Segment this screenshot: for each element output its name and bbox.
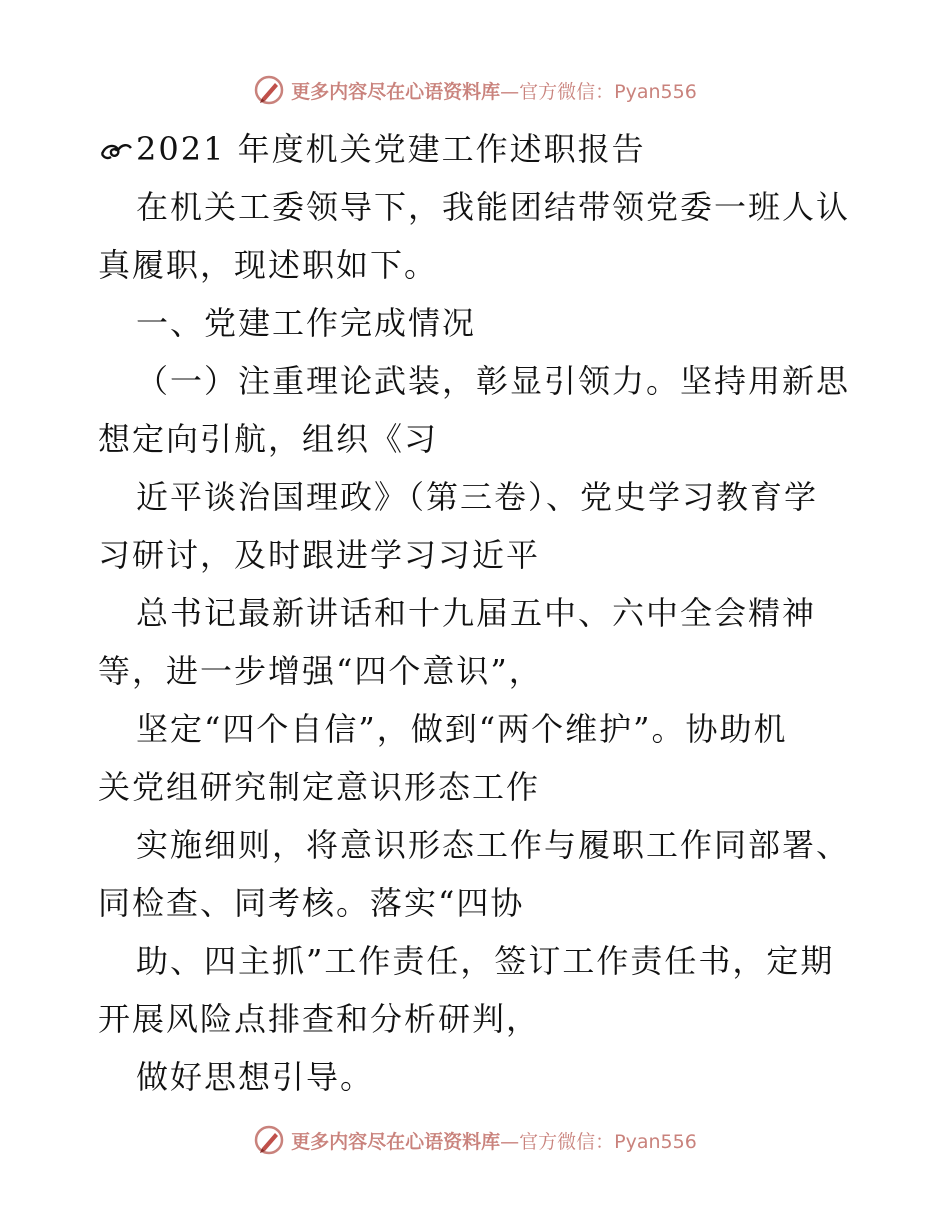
paragraph-line: 同检查、同考核。落实“四协 — [98, 884, 525, 922]
watermark-top — [0, 70, 950, 110]
watermark-text: 更多内容尽在心语资料库—官方微信：Pyan556 — [291, 1130, 697, 1153]
swirl-ornament-icon — [98, 134, 134, 164]
watermark-bottom — [0, 1120, 950, 1160]
paragraph-line: 想定向引航，组织《习 — [98, 420, 439, 458]
paragraph-line: 近平谈治国理政》（第三卷）、党史学习教育学 — [136, 478, 819, 516]
paragraph-line: 坚定“四个自信”，做到“两个维护”。协助机 — [136, 710, 788, 748]
paragraph-line: 助、四主抓”工作责任，签订工作责任书，定期 — [136, 942, 835, 980]
pen-logo-icon — [253, 1124, 285, 1156]
paragraph-line: 在机关工委领导下，我能团结带领党委一班人认 — [136, 188, 851, 226]
document-title — [98, 120, 858, 178]
pen-logo-icon — [253, 74, 285, 106]
document-body — [98, 120, 858, 1106]
paragraph-line: 做好思想引导。 — [136, 1058, 375, 1096]
paragraph-line: （一）注重理论武装，彰显引领力。坚持用新思 — [136, 362, 851, 400]
paragraph-line: 等，进一步增强“四个意识”， — [98, 652, 543, 690]
paragraph-line: 总书记最新讲话和十九届五中、六中全会精神 — [136, 594, 817, 632]
section-heading: 一、党建工作完成情况 — [136, 304, 477, 342]
paragraph-line: 开展风险点排查和分析研判， — [98, 1000, 541, 1038]
watermark-text: 更多内容尽在心语资料库—官方微信：Pyan556 — [291, 80, 697, 103]
paragraph-line: 关党组研究制定意识形态工作 — [98, 768, 541, 806]
paragraph-line: 实施细则，将意识形态工作与履职工作同部署、 — [136, 826, 851, 864]
paragraph-line: 真履职，现述职如下。 — [98, 246, 439, 284]
title-text: 2021 年度机关党建工作述职报告 — [136, 130, 646, 168]
paragraph-line: 习研讨，及时跟进学习习近平 — [98, 536, 541, 574]
